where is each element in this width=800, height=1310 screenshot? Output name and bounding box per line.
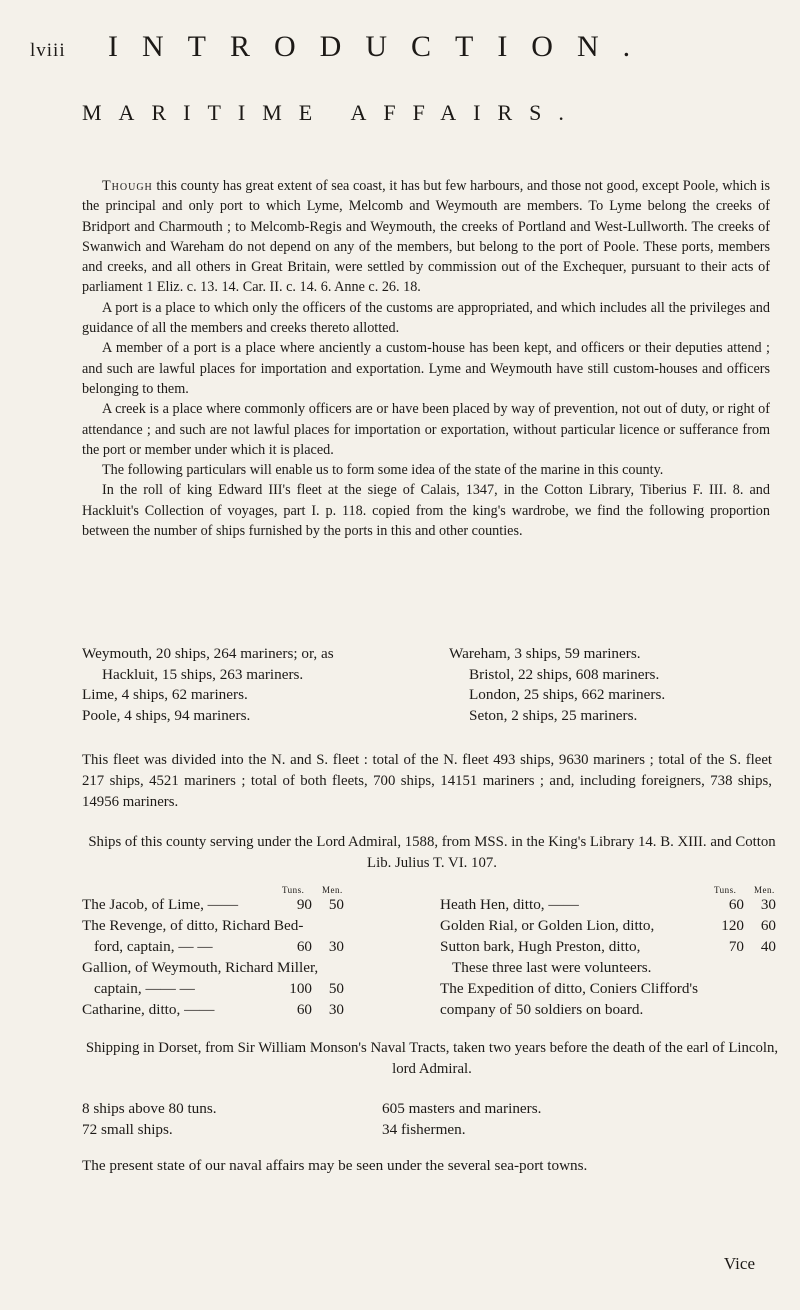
- ship-men: 50: [328, 896, 344, 913]
- ship-tons: 90: [296, 896, 312, 913]
- ship-row: [440, 978, 782, 999]
- ships-heading: Ships of this county serving under the Lord Admiral, 1588, from MSS. in the King's Library 14. B. XIII. and Cotton Lib. Julius T. VI. 107.: [88, 834, 776, 871]
- ship-men: 30: [328, 938, 344, 955]
- port-entry: Lime, 4 ships, 62 mariners.: [82, 686, 248, 703]
- port-entry: Seton, 2 ships, 25 mariners.: [469, 706, 638, 724]
- ship-name: captain, —— —: [94, 980, 195, 997]
- ship-name: ford, captain, — —: [94, 938, 213, 955]
- ship-men: 60: [760, 917, 776, 934]
- ship-men: 30: [328, 1001, 344, 1018]
- ship-note: These three last were volunteers.: [452, 959, 652, 976]
- paragraph-lead-word: Though: [102, 178, 153, 194]
- ship-row: [82, 936, 432, 957]
- shipping-column-right: [382, 1098, 541, 1140]
- column-headers: [82, 880, 432, 894]
- ship-tons: 100: [289, 980, 312, 997]
- section-title: MARITIME AFFAIRS.: [82, 100, 581, 125]
- ship-tons: 70: [728, 938, 744, 955]
- ship-name: Catharine, ditto, ——: [82, 1001, 215, 1018]
- ship-row: [440, 999, 782, 1020]
- page-number: lviii: [30, 40, 66, 61]
- ship-row: [82, 999, 432, 1020]
- catchword: Vice: [723, 1254, 755, 1273]
- body-text: [82, 176, 770, 541]
- running-head: [30, 30, 800, 70]
- ship-name: The Expedition of ditto, Coniers Clifford's: [440, 980, 699, 997]
- column-headers: [440, 880, 782, 894]
- ship-name: The Revenge, of ditto, Richard Bed-: [82, 917, 304, 934]
- ships-column-left: [82, 880, 432, 1020]
- shipping-entry: 34 fishermen.: [382, 1121, 466, 1138]
- paragraph-6: In the roll of king Edward III's fleet at the siege of Calais, 1347, in the Cotton Library, Tiberius F. III. 8. and Hackluit's Collection of voyages, part I. p. 118. copied from the king's wardrobe, we find the following proportion between the number of ships furnished by the ports in this and other counties.: [82, 482, 770, 540]
- ship-tons: 60: [296, 938, 312, 955]
- running-title: INTRODUCTION.: [108, 30, 655, 63]
- men-header: Men.: [754, 885, 775, 895]
- ship-row: [82, 978, 432, 999]
- port-entry: Bristol, 22 ships, 608 mariners.: [469, 665, 660, 683]
- ship-name: Golden Rial, or Golden Lion, ditto,: [440, 917, 655, 934]
- paragraph-4: A creek is a place where commonly officers are or have been placed by way of prevention, not out of duty, or right of attendance ; and such are not lawful places for importation or exportation, without particular licence or sufferance from the port or member under which it is placed.: [82, 401, 770, 458]
- tons-header: Tuns.: [282, 885, 305, 895]
- paragraph-1-text: this county has great extent of sea coast, it has but few harbours, and those not good, except Poole, which is the principal and only port to which Lyme, Melcomb and Weymouth are members. To Lyme belong the creeks of Bridport and Charmouth ; to Melcomb-Regis and Weymouth, the creeks of Portland and West-Lullworth. The creeks of Swanwich and Wareham do not depend on any of the members, but belong to the port of Poole. These ports, members and creeks, and all others in Great Britain, were settled by commission out of the Exchequer, pursuant to their acts of parliament 1 Eliz. c. 13. 14. Car. II. c. 14. 6. Anne c. 26. 18.: [82, 178, 770, 296]
- ship-tons: 60: [728, 896, 744, 913]
- ship-men: 50: [328, 980, 344, 997]
- paragraph-1: [82, 176, 770, 298]
- ports-column-left: [82, 644, 442, 726]
- ship-men: 30: [760, 896, 776, 913]
- tons-header: Tuns.: [714, 885, 737, 895]
- paragraph-3: A member of a port is a place where anciently a custom-house has been kept, and officers or their deputies attend ; and such are lawful places for importation and exportation. Lyme and Weymouth have still custom-houses and officers belonging to them.: [82, 340, 770, 397]
- port-entry: Hackluit, 15 ships, 263 mariners.: [102, 665, 304, 683]
- port-entry: Poole, 4 ships, 94 mariners.: [82, 706, 251, 724]
- ship-note: company of 50 soldiers on board.: [440, 1001, 644, 1018]
- port-entry: Weymouth, 20 ships, 264 mariners; or, as: [82, 645, 334, 662]
- ship-men: 40: [760, 938, 776, 955]
- port-entry: London, 25 ships, 662 mariners.: [469, 686, 666, 703]
- shipping-entry: 72 small ships.: [82, 1121, 173, 1138]
- closing-line: The present state of our naval affairs may be seen under the several sea-port towns.: [82, 1157, 588, 1174]
- ship-row: [440, 936, 782, 957]
- ship-row: [440, 894, 782, 915]
- ship-tons: 60: [296, 1001, 312, 1018]
- ship-row: [82, 957, 432, 978]
- shipping-entry: 8 ships above 80 tuns.: [82, 1100, 217, 1117]
- ports-column-right: [449, 644, 800, 726]
- ship-row: [440, 915, 782, 936]
- ship-name: Heath Hen, ditto, ——: [440, 896, 579, 913]
- men-header: Men.: [322, 885, 343, 895]
- shipping-column-left: [82, 1098, 217, 1140]
- paragraph-5: The following particulars will enable us to form some idea of the state of the marine in this county.: [102, 462, 664, 479]
- ship-name: Gallion, of Weymouth, Richard Miller,: [82, 959, 319, 976]
- shipping-entry: 605 masters and mariners.: [382, 1100, 542, 1117]
- ship-tons: 120: [721, 917, 744, 934]
- paragraph-2: A port is a place to which only the officers of the customs are appropriated, and which includes all the privileges and guidance of all the members and creeks thereto allotted.: [82, 299, 770, 337]
- fleet-summary: This fleet was divided into the N. and S. fleet : total of the N. fleet 493 ships, 9630 mariners ; total of the S. fleet 217 ships, 4521 mariners ; total of both fleets, 700 ships, 14151 mariners ; and, including foreigners, 738 ships, 14956 mariners.: [82, 752, 772, 810]
- shipping-heading: Shipping in Dorset, from Sir William Monson's Naval Tracts, taken two years before the death of the earl of Lincoln, lord Admiral.: [85, 1040, 779, 1077]
- ship-row: [82, 894, 432, 915]
- ship-row: [440, 957, 782, 978]
- ship-name: Sutton bark, Hugh Preston, ditto,: [440, 938, 641, 955]
- ship-row: [82, 915, 432, 936]
- ship-name: The Jacob, of Lime, ——: [82, 896, 239, 913]
- ships-column-right: [440, 880, 782, 1020]
- port-entry: Wareham, 3 ships, 59 mariners.: [449, 645, 641, 662]
